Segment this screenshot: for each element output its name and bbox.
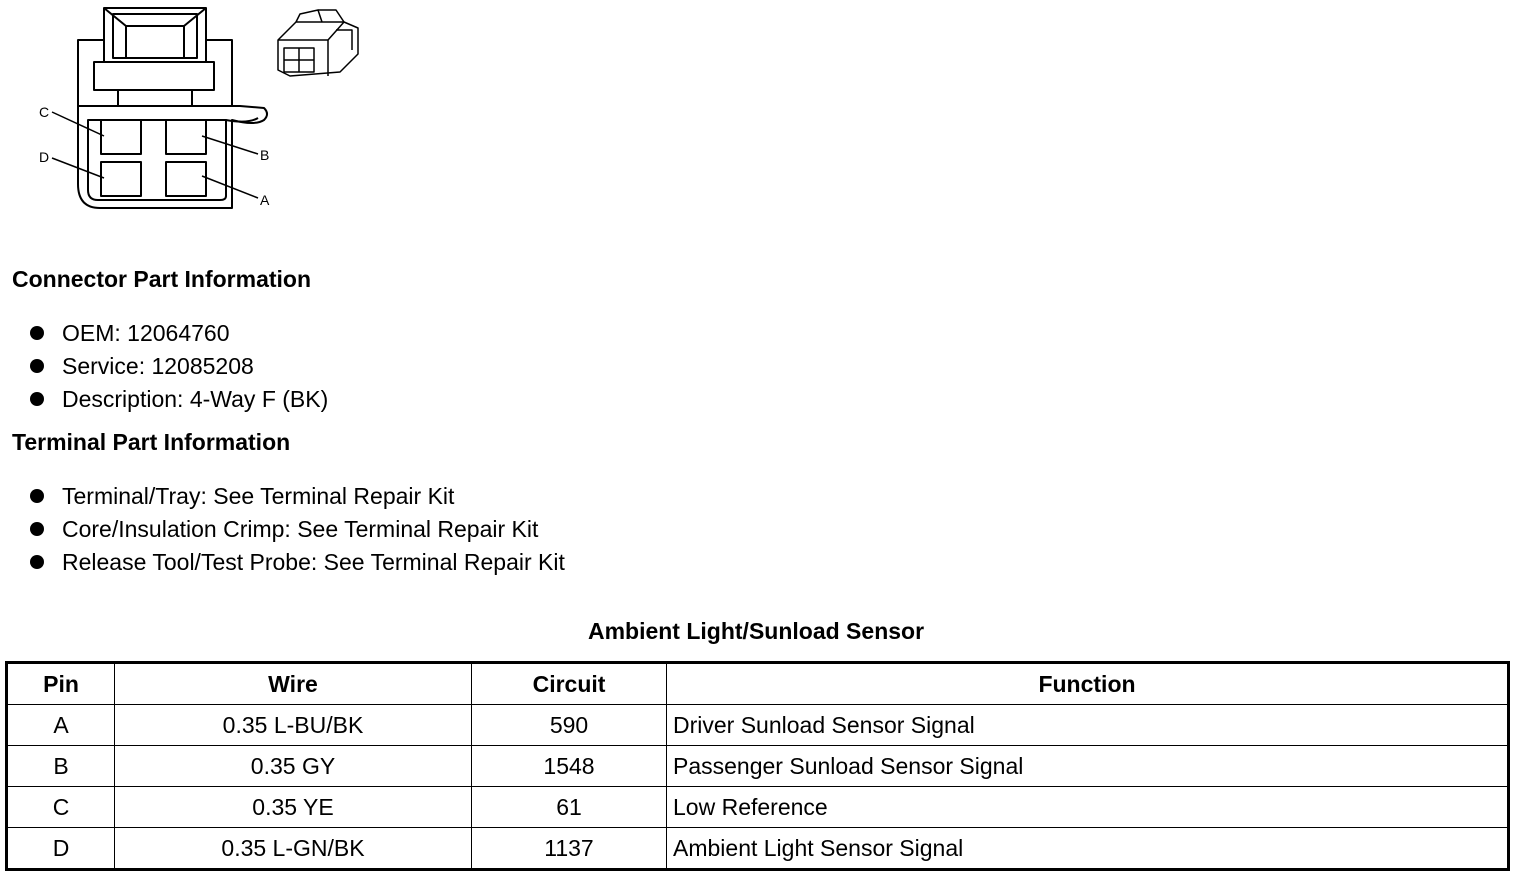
cell-wire: 0.35 L-GN/BK (115, 828, 472, 870)
connector-face-diagram (0, 0, 380, 220)
bullet-icon (30, 522, 44, 536)
cavity-c (101, 120, 141, 154)
header-pin: Pin (7, 663, 115, 705)
pin-label-c: C (39, 104, 50, 120)
cell-function: Driver Sunload Sensor Signal (667, 705, 1509, 746)
header-wire: Wire (115, 663, 472, 705)
bullet-icon (30, 489, 44, 503)
cell-function: Passenger Sunload Sensor Signal (667, 746, 1509, 787)
table-header-row (7, 663, 1509, 705)
cell-circuit: 61 (472, 787, 667, 828)
cell-pin: C (7, 787, 115, 828)
connector-info-list (0, 317, 328, 416)
cell-circuit: 590 (472, 705, 667, 746)
cell-wire: 0.35 L-BU/BK (115, 705, 472, 746)
list-item: Terminal/Tray: See Terminal Repair Kit (0, 480, 565, 513)
list-item: Release Tool/Test Probe: See Terminal Repair Kit (0, 546, 565, 579)
bullet-icon (30, 359, 44, 373)
cell-function: Ambient Light Sensor Signal (667, 828, 1509, 870)
bullet-icon (30, 326, 44, 340)
terminal-cavities (101, 120, 206, 196)
cell-wire: 0.35 GY (115, 746, 472, 787)
cavity-a (166, 162, 206, 196)
cavity-b (166, 120, 206, 154)
table-row (7, 828, 1509, 870)
list-item: Core/Insulation Crimp: See Terminal Repair Kit (0, 513, 565, 546)
table-title: Ambient Light/Sunload Sensor (587, 618, 925, 644)
cell-function: Low Reference (667, 787, 1509, 828)
connector-info-heading: Connector Part Information (12, 266, 312, 292)
list-item: Service: 12085208 (0, 350, 328, 383)
cell-pin: B (7, 746, 115, 787)
bullet-icon (30, 555, 44, 569)
cell-pin: D (7, 828, 115, 870)
cell-pin: A (7, 705, 115, 746)
pin-function-table (5, 661, 1510, 871)
table-row (7, 705, 1509, 746)
list-item: OEM: 12064760 (0, 317, 328, 350)
cavity-d (101, 162, 141, 196)
header-function: Function (667, 663, 1509, 705)
connector-housing (78, 40, 270, 208)
list-item: Description: 4-Way F (BK) (0, 383, 328, 416)
table-row (7, 746, 1509, 787)
pin-leader-lines (52, 112, 258, 198)
connector-isometric-view (278, 10, 358, 76)
header-circuit: Circuit (472, 663, 667, 705)
cell-circuit: 1137 (472, 828, 667, 870)
cell-wire: 0.35 YE (115, 787, 472, 828)
pin-label-b: B (260, 147, 270, 163)
bullet-icon (30, 392, 44, 406)
cell-circuit: 1548 (472, 746, 667, 787)
terminal-info-heading: Terminal Part Information (12, 429, 291, 455)
terminal-info-list (0, 480, 565, 579)
pin-label-d: D (39, 149, 50, 165)
pin-label-a: A (260, 192, 270, 208)
connector-latch (94, 8, 214, 106)
table-row (7, 787, 1509, 828)
